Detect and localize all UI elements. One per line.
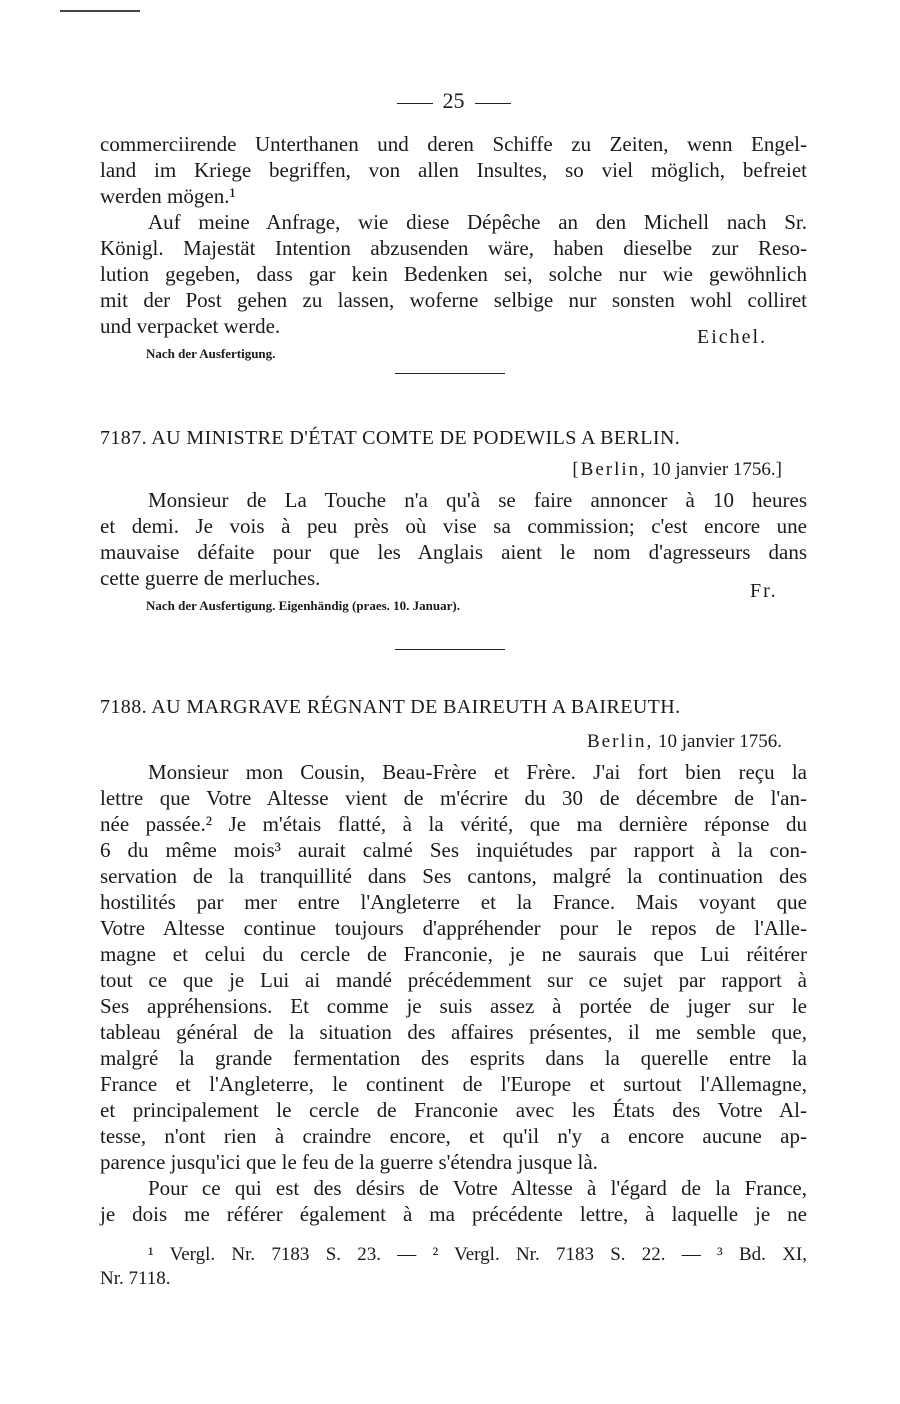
- letter-7188-line: servation de la tranquillité dans Ses cantons, malgré la continuation des: [100, 864, 807, 888]
- letter-7188-line: Ses appréhensions. Et comme je suis assez à portée de juger sur le: [100, 994, 807, 1018]
- letter-7188-line: hostilités par mer entre l'Angleterre et la France. Mais voyant que: [100, 890, 807, 914]
- letter-7188-line: tableau général de la situation des affaires présentes, il me semble que,: [100, 1020, 807, 1044]
- letter-heading-7188: 7188. AU MARGRAVE RÉGNANT DE BAIREUTH A BAIREUTH.: [100, 696, 681, 718]
- signature-fr: Fr.: [750, 580, 778, 602]
- letter-date-7187: [572, 459, 782, 481]
- letter-7188-line: parence jusqu'ici que le feu de la guerre s'étendra jusque là.: [100, 1150, 598, 1174]
- letter-7188-line: née passée.² Je m'étais flatté, à la vérité, que ma dernière réponse du: [100, 812, 807, 836]
- document-page: [100, 0, 807, 1404]
- signature-eichel: Eichel.: [697, 326, 768, 348]
- letter-7188-line: France et l'Angleterre, le continent de l'Europe et surtout l'Allemagne,: [100, 1072, 807, 1096]
- letter-7188-line: tout ce que je Lui ai mandé précédemment sur ce sujet par rapport à: [100, 968, 807, 992]
- letter-7188-line: Votre Altesse continue toujours d'appréhender pour le repos de l'Alle-: [100, 916, 807, 940]
- source-note: Nach der Ausfertigung. Eigenhändig (praes. 10. Januar).: [146, 598, 460, 613]
- footnotes-line: ¹ Vergl. Nr. 7183 S. 23. — ² Vergl. Nr. 7183 S. 22. — ³ Bd. XI,: [148, 1244, 807, 1265]
- section-divider: [395, 373, 505, 374]
- letter-7188-line: Monsieur mon Cousin, Beau-Frère et Frère. J'ai fort bien reçu la: [148, 760, 807, 784]
- date-place: [Berlin,: [572, 459, 647, 480]
- letter-heading-7187: 7187. AU MINISTRE D'ÉTAT COMTE DE PODEWILS A BERLIN.: [100, 427, 681, 449]
- letter-7187-line: mauvaise défaite pour que les Anglais aient le nom d'agresseurs dans: [100, 540, 807, 564]
- letter-7187-line: et demi. Je vois à peu près où vise sa commission; c'est encore une: [100, 514, 807, 538]
- page-number: 25: [442, 88, 465, 113]
- intro-line: land im Kriege begriffen, von allen Insultes, so viel möglich, befreiet: [100, 158, 807, 182]
- letter-7188-line: tesse, n'ont rien à craindre encore, et qu'il n'y a encore aucune ap-: [100, 1124, 807, 1148]
- letter-7188-line: Pour ce qui est des désirs de Votre Altesse à l'égard de la France,: [148, 1176, 807, 1200]
- date-text: 10 janvier 1756.: [657, 731, 782, 752]
- section-divider: [395, 649, 505, 650]
- intro-line: Auf meine Anfrage, wie diese Dépêche an den Michell nach Sr.: [148, 210, 807, 234]
- letter-7188-line: magne et celui du cercle de Franconie, je ne saurais que Lui réitérer: [100, 942, 807, 966]
- letter-7187-line: cette guerre de merluches.: [100, 566, 321, 590]
- source-note: Nach der Ausfertigung.: [146, 346, 276, 361]
- letter-7188-line: lettre que Votre Altesse vient de m'écrire du 30 de décembre de l'an-: [100, 786, 807, 810]
- footnotes-line: Nr. 7118.: [100, 1268, 171, 1289]
- letter-7187-line: Monsieur de La Touche n'a qu'à se faire annoncer à 10 heures: [148, 488, 807, 512]
- intro-line: werden mögen.¹: [100, 184, 236, 208]
- intro-line: commerciirende Unterthanen und deren Schiffe zu Zeiten, wenn Engel-: [100, 132, 807, 156]
- page-header: [100, 88, 807, 114]
- intro-line: Königl. Majestät Intention abzusenden wäre, haben dieselbe zur Reso-: [100, 236, 807, 260]
- intro-line: mit der Post gehen zu lassen, woferne selbige nur sonsten wohl colliret: [100, 288, 807, 312]
- letter-7188-line: 6 du même mois³ aurait calmé Ses inquiétudes par rapport à la con-: [100, 838, 807, 862]
- header-dash-right: [475, 103, 511, 104]
- date-place: Berlin,: [586, 731, 654, 752]
- header-dash-left: [397, 103, 433, 104]
- intro-line: und verpacket werde.: [100, 314, 281, 338]
- date-text: 10 janvier 1756.]: [651, 459, 782, 480]
- letter-date-7188: [587, 731, 782, 753]
- intro-line: lution gegeben, dass gar kein Bedenken sei, solche nur wie gewöhnlich: [100, 262, 807, 286]
- letter-7188-line: malgré la grande fermentation des esprits dans la querelle entre la: [100, 1046, 807, 1070]
- letter-7188-line: et principalement le cercle de Franconie avec les États des Votre Al-: [100, 1098, 807, 1122]
- letter-7188-line: je dois me référer également à ma précédente lettre, à laquelle je ne: [100, 1202, 807, 1226]
